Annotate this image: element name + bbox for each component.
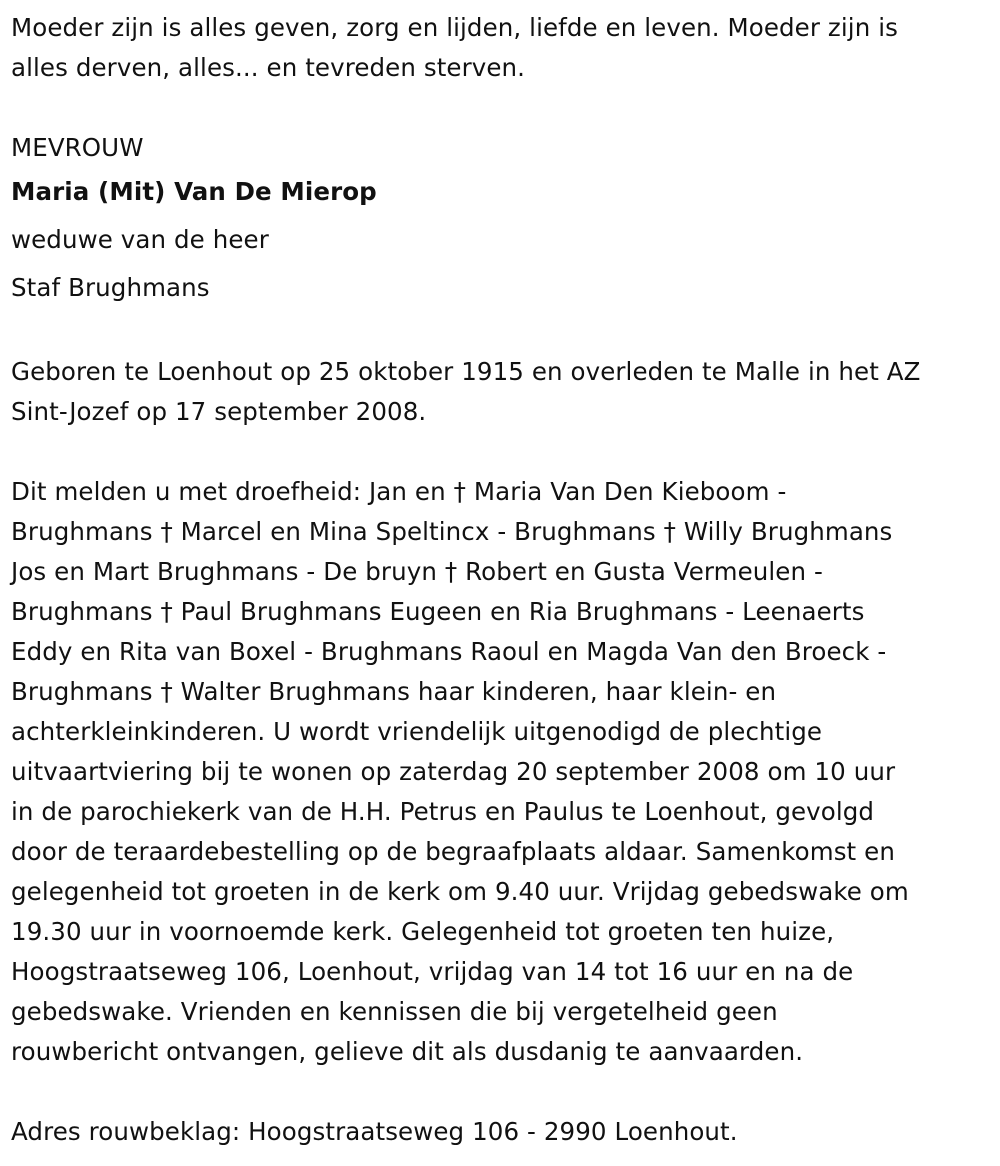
spacer xyxy=(11,88,988,128)
announcement-line: Hoogstraatseweg 106, Loenhout, vrijdag van 14 tot 16 uur en na de xyxy=(11,957,854,986)
announcement-line: Eddy en Rita van Boxel - Brughmans Raoul en Magda Van den Broeck - xyxy=(11,637,887,666)
condolence-address xyxy=(11,1112,988,1152)
announcement-line: rouwbericht ontvangen, gelieve dit als dusdanig te aanvaarden. xyxy=(11,1037,804,1066)
spacer xyxy=(11,312,988,352)
quote-line-1: Moeder zijn is alles geven, zorg en lijden, liefde en leven. Moeder zijn is xyxy=(11,13,898,42)
announcement-line: gelegenheid tot groeten in de kerk om 9.40 uur. Vrijdag gebedswake om xyxy=(11,877,909,906)
spouse-name: Staf Brughmans xyxy=(11,273,210,302)
announcement-line: achterkleinkinderen. U wordt vriendelijk uitgenodigd de plechtige xyxy=(11,717,823,746)
announcement-line: Dit melden u met droefheid: Jan en † Maria Van Den Kieboom - xyxy=(11,477,787,506)
spacer xyxy=(11,432,988,472)
quote-line-2: alles derven, alles... en tevreden sterven. xyxy=(11,53,526,82)
announcement-line: Brughmans † Marcel en Mina Speltincx - Brughmans † Willy Brughmans xyxy=(11,517,893,546)
deceased-info xyxy=(11,128,988,312)
announcement-line: uitvaartviering bij te wonen op zaterdag 20 september 2008 om 10 uur xyxy=(11,757,896,786)
announcement-text xyxy=(11,472,988,1072)
relation-text: weduwe van de heer xyxy=(11,225,269,254)
announcement-line: Brughmans † Walter Brughmans haar kinderen, haar klein- en xyxy=(11,677,777,706)
announcement-line: gebedswake. Vrienden en kennissen die bij vergetelheid geen xyxy=(11,997,778,1026)
announcement-line: 19.30 uur in voornoemde kerk. Gelegenheid tot groeten ten huize, xyxy=(11,917,835,946)
honorific: MEVROUW xyxy=(11,133,144,162)
deceased-name: Maria (Mit) Van De Mierop xyxy=(11,177,377,206)
address-line: Adres rouwbeklag: Hoogstraatseweg 106 - 2990 Loenhout. xyxy=(11,1117,738,1146)
birth-death-line-2: Sint-Jozef op 17 september 2008. xyxy=(11,397,427,426)
announcement-line: Brughmans † Paul Brughmans Eugeen en Ria Brughmans - Leenaerts xyxy=(11,597,865,626)
announcement-line: Jos en Mart Brughmans - De bruyn † Robert en Gusta Vermeulen - xyxy=(11,557,823,586)
spacer xyxy=(11,1072,988,1112)
announcement-line: door de teraardebestelling op de begraafplaats aldaar. Samenkomst en xyxy=(11,837,895,866)
birth-death-line-1: Geboren te Loenhout op 25 oktober 1915 en overleden te Malle in het AZ xyxy=(11,357,921,386)
announcement-line: in de parochiekerk van de H.H. Petrus en Paulus te Loenhout, gevolgd xyxy=(11,797,875,826)
birth-death-info xyxy=(11,352,988,432)
memorial-quote xyxy=(11,8,988,88)
